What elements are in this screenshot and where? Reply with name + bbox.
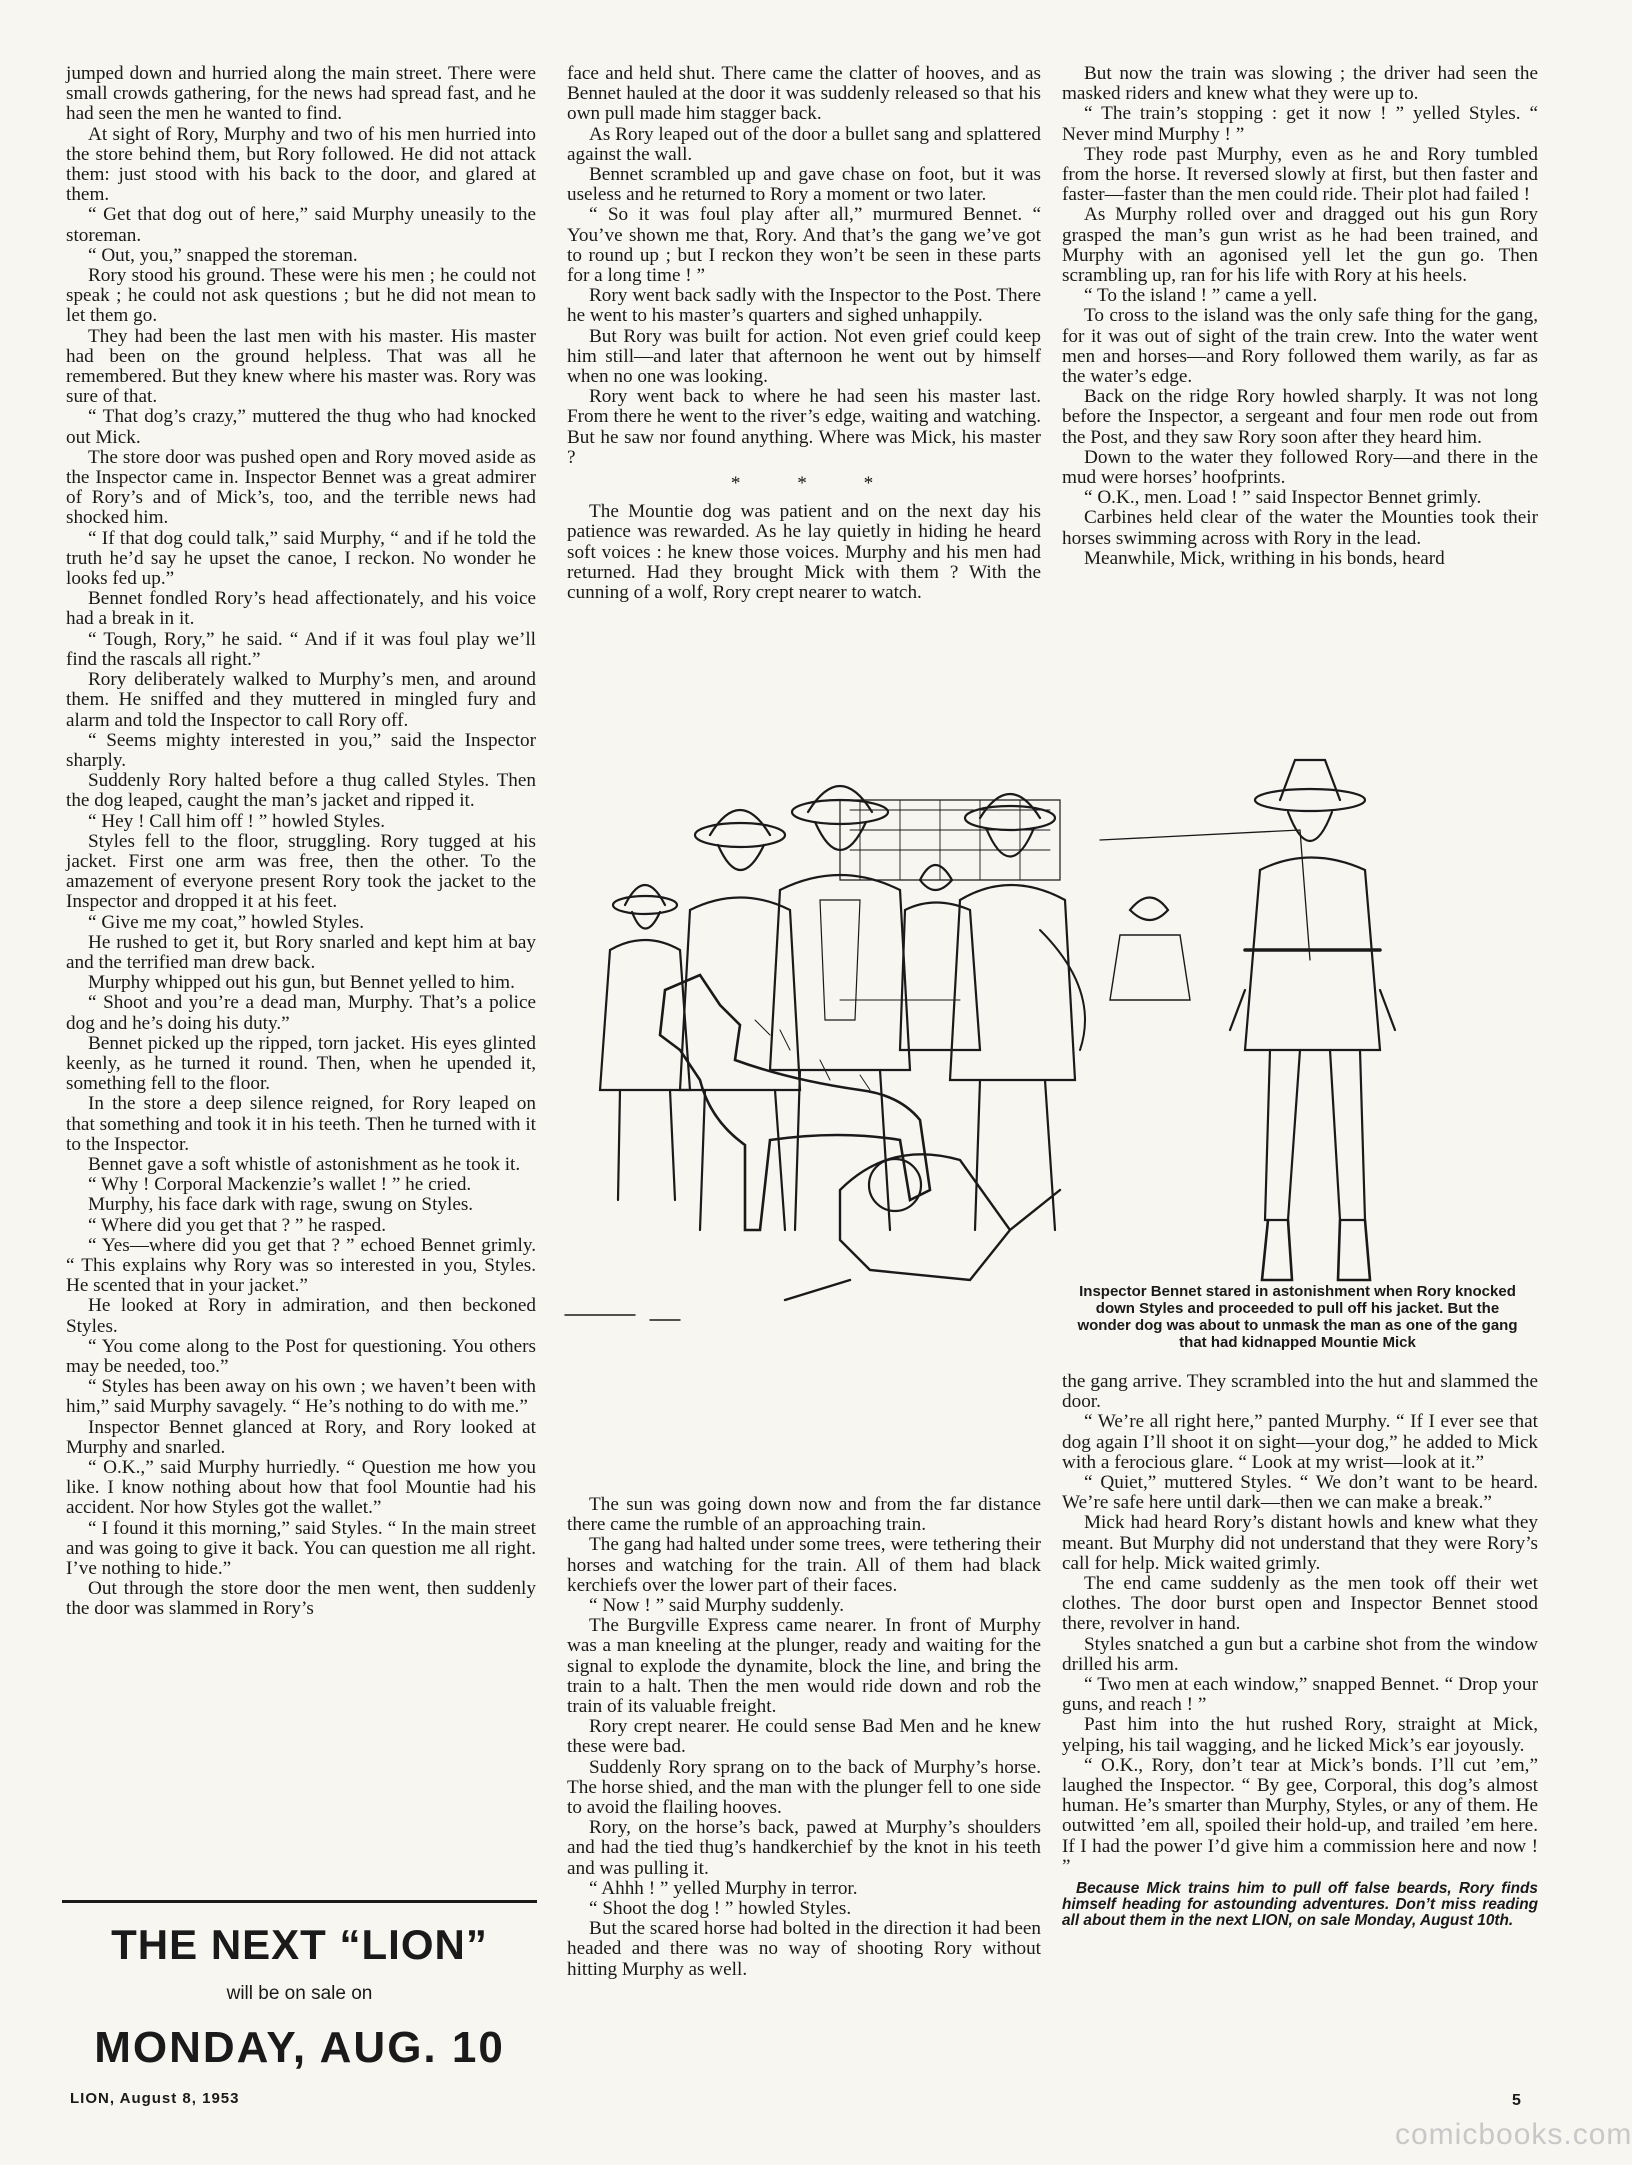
story-paragraph: Bennet gave a soft whistle of astonishment as he took it. — [88, 1153, 521, 1175]
story-paragraph: “ That dog’s crazy,” muttered the thug who had knocked out Mick. — [66, 406, 536, 448]
story-paragraph: The Mountie dog was patient and on the next day his patience was rewarded. As he lay quietly in hiding he heard soft voices : he knew those voices. Murphy and his men had returned. Had they brought Mick with them ? With the cunning of a wolf, Rory crept nearer to watch. — [567, 501, 1041, 604]
story-paragraph: He looked at Rory in admiration, and then beckoned Styles. — [66, 1295, 536, 1337]
story-paragraph: The end came suddenly as the men took off their wet clothes. The door burst open and Inspector Bennet stood there, revolver in hand. — [1062, 1573, 1538, 1635]
story-paragraph: Suddenly Rory halted before a thug called Styles. Then the dog leaped, caught the man’s jacket and ripped it. — [66, 770, 536, 812]
story-paragraph: “ Out, you,” snapped the storeman. — [88, 244, 358, 266]
story-paragraph: Down to the water they followed Rory—and there in the mud were horses’ hoofprints. — [1062, 446, 1538, 489]
story-paragraph: “ Shoot and you’re a dead man, Murphy. That’s a police dog and he’s doing his duty.” — [66, 992, 536, 1034]
story-paragraph: Bennet picked up the ripped, torn jacket. His eyes glinted keenly, as he turned it round. Then, when he upended it, something fell to the floor. — [66, 1032, 536, 1095]
story-paragraph: In the store a deep silence reigned, for Rory leaped on that something and took it in his teeth. Then he turned with it to the Inspector. — [66, 1093, 536, 1155]
story-paragraph: “ Where did you get that ? ” he rasped. — [88, 1214, 386, 1236]
story-paragraph: Styles snatched a gun but a carbine shot from the window drilled his arm. — [1062, 1633, 1538, 1675]
story-paragraph: Rory crept nearer. He could sense Bad Men and he knew these were bad. — [567, 1716, 1041, 1758]
story-paragraph: Carbines held clear of the water the Mounties took their horses swimming across with Rory in the lead. — [1062, 507, 1538, 549]
story-paragraph: Out through the store door the men went, then suddenly the door was slammed in Rory’s — [66, 1578, 536, 1620]
story-paragraph: At sight of Rory, Murphy and two of his men hurried into the store behind them, but Rory followed. He did not attack them: just stood with his back to the door, and glared at them. — [66, 123, 536, 206]
story-paragraph: Bennet fondled Rory’s head affectionately, and his voice had a break in it. — [66, 588, 536, 630]
story-paragraph: “ Two men at each window,” snapped Bennet. “ Drop your guns, and reach ! ” — [1062, 1674, 1538, 1716]
advert-title: THE NEXT “LION” — [111, 1921, 488, 1968]
story-paragraph: As Murphy rolled over and dragged out his gun Rory grasped the man’s gun wrist as he had been trained, and Murphy with an agonised yell let the gun go. Then scrambling up, ran for his life with Rory at his heels. — [1062, 204, 1538, 287]
story-paragraph: “ Ahhh ! ” yelled Murphy in terror. — [589, 1877, 858, 1899]
story-paragraph: But the scared horse had bolted in the direction it had been headed and there was no way of shooting Rory without hitting Murphy as well. — [567, 1918, 1041, 1980]
story-paragraph: Bennet scrambled up and gave chase on foot, but it was useless and he returned to Rory a moment or two later. — [567, 164, 1041, 206]
issue-footer: LION, August 8, 1953 — [70, 2090, 240, 2107]
story-paragraph: They rode past Murphy, even as he and Rory tumbled from the horse. It reversed slowly at first, but then faster and faster—faster than the men could ride. Their plot had failed ! — [1062, 143, 1538, 206]
story-paragraph: Rory, on the horse’s back, pawed at Murphy’s shoulders and had the tied thug’s handkerchief by the knot in his teeth and was pulling it. — [567, 1817, 1041, 1879]
story-paragraph: Styles fell to the floor, struggling. Rory tugged at his jacket. First one arm was free, then the other. To the amazement of everyone present Rory took the jacket to the Inspector and dropped it at his feet. — [66, 830, 536, 913]
story-paragraph: “ Quiet,” muttered Styles. “ We don’t want to be heard. We’re safe here until dark—then we can make a break.” — [1062, 1472, 1538, 1514]
story-paragraph: “ To the island ! ” came a yell. — [1084, 285, 1318, 307]
story-paragraph: “ Yes—where did you get that ? ” echoed Bennet grimly. “ This explains why Rory was so interested in you, Styles. He scented that in your jacket.” — [66, 1234, 536, 1297]
story-paragraph: “ I found it this morning,” said Styles. “ In the main street and was going to give it back. You can question me all right. I’ve nothing to hide.” — [66, 1517, 536, 1580]
story-paragraph: But now the train was slowing ; the driver had seen the masked riders and knew what they were up to. — [1062, 63, 1538, 105]
story-paragraph: Rory went back sadly with the Inspector to the Post. There he went to his master’s quarters and sighed unhappily. — [567, 285, 1041, 327]
story-paragraph: They had been the last men with his master. His master had been on the ground helpless. That was all he remembered. But they knew where his master was. Rory was sure of that. — [66, 325, 536, 408]
next-issue-advert — [62, 1900, 537, 2073]
story-paragraph: jumped down and hurried along the main street. There were small crowds gathering, for the news had spread fast, and he had seen the men he wanted to find. — [66, 63, 536, 125]
story-paragraph: Rory deliberately walked to Murphy’s men, and around them. He sniffed and they muttered in mingled fury and alarm and told the Inspector to call Rory off. — [66, 669, 536, 731]
story-paragraph: The store door was pushed open and Rory moved aside as the Inspector came in. Inspector Bennet was a great admirer of Rory’s and of Mick’s, too, and the terrible news had shocked him. — [66, 446, 536, 529]
watermark-text: comicbooks.com — [1395, 2118, 1632, 2151]
story-paragraph: Inspector Bennet glanced at Rory, and Rory looked at Murphy and snarled. — [66, 1416, 536, 1458]
story-paragraph: “ You come along to the Post for questioning. You others may be needed, too.” — [66, 1335, 536, 1377]
story-paragraph: face and held shut. There came the clatter of hooves, and as Bennet hauled at the door it was suddenly released so that his own pull made him stagger back. — [567, 63, 1041, 125]
story-paragraph: “ Seems mighty interested in you,” said the Inspector sharply. — [66, 729, 536, 771]
section-separator: * * * — [730, 473, 900, 495]
story-column-2 — [567, 64, 1041, 754]
advert-subtitle: will be on sale on — [226, 1983, 373, 2004]
story-paragraph: Suddenly Rory sprang on to the back of Murphy’s horse. The horse shied, and the man with the plunger fell to one side to avoid the flailing hooves. — [567, 1756, 1041, 1819]
story-paragraph: He rushed to get it, but Rory snarled and kept him at bay and the terrified man drew back. — [66, 931, 536, 973]
story-paragraph: Because Mick trains him to pull off false beards, Rory finds himself heading for astounding adventures. Don’t miss reading all about them in the next LION, on sale Monday, August 10th. — [1062, 1880, 1538, 1930]
illustration-caption: Inspector Bennet stared in astonishment when Rory knocked down Styles and proceeded to pull off his jacket. But the wonder dog was about to unmask the man as one of the gang that had kidnapped Mountie Mick — [1070, 1283, 1525, 1351]
story-paragraph: “ Why ! Corporal Mackenzie’s wallet ! ” he cried. — [88, 1174, 472, 1196]
story-paragraph: “ O.K., Rory, don’t tear at Mick’s bonds. I’ll cut ’em,” laughed the Inspector. “ By gee, Corporal, this dog’s almost human. He’s smarter than Murphy, Styles, or any of them. He outwitted ’em all, spoiled their hold-up, and trailed ’em here. If I had the power I’d give him a commission here and now ! ” — [1062, 1754, 1538, 1877]
story-paragraph: “ Now ! ” said Murphy suddenly. — [589, 1595, 845, 1617]
story-paragraph: “ Get that dog out of here,” said Murphy uneasily to the storeman. — [66, 204, 536, 246]
story-paragraph: “ Styles has been away on his own ; we haven’t been with him,” said Murphy savagely. “ He’s nothing to do with me.” — [66, 1376, 536, 1418]
story-paragraph: Rory went back to where he had seen his master last. From there he went to the river’s edge, waiting and watching. But he saw nor found anything. Where was Mick, his master ? — [567, 386, 1041, 468]
story-column-3 — [1062, 64, 1538, 754]
story-paragraph: the gang arrive. They scrambled into the hut and slammed the door. — [1062, 1371, 1538, 1413]
story-paragraph: “ So it was foul play after all,” murmured Bennet. “ You’ve shown me that, Rory. And that’s the gang we’ve got to round up ; but I reckon they won’t be seen in these parts for a long time ! ” — [567, 204, 1041, 287]
story-paragraph: “ Shoot the dog ! ” howled Styles. — [589, 1898, 852, 1920]
story-paragraph: To cross to the island was the only safe thing for the gang, for it was out of sight of the train crew. Into the water went men and horses—and Rory followed them warily, as far as the water’s edge. — [1062, 305, 1538, 388]
story-paragraph: “ O.K., men. Load ! ” said Inspector Bennet grimly. — [1084, 487, 1482, 509]
story-paragraph: Murphy, his face dark with rage, swung on Styles. — [88, 1194, 474, 1216]
story-column-3-continued — [1062, 1372, 1538, 2037]
story-paragraph: “ Tough, Rory,” he said. “ And if it was foul play we’ll find the rascals all right.” — [66, 628, 536, 670]
story-paragraph: Past him into the hut rushed Rory, straight at Mick, yelping, his tail wagging, and he licked Mick’s ear joyously. — [1062, 1714, 1538, 1756]
story-paragraph: “ Give me my coat,” howled Styles. — [88, 911, 365, 933]
advert-date: MONDAY, AUG. 10 — [94, 2023, 505, 2072]
story-paragraph: Rory stood his ground. These were his men ; he could not speak ; he could not ask questions ; but he did not mean to let them go. — [66, 265, 536, 327]
story-paragraph: “ O.K.,” said Murphy hurriedly. “ Question me how you like. I know nothing about how that fool Mountie had his accident. Nor how Styles got the wallet.” — [66, 1457, 536, 1519]
story-paragraph: As Rory leaped out of the door a bullet sang and splattered against the wall. — [567, 123, 1041, 165]
story-paragraph: Back on the ridge Rory howled sharply. It was not long before the Inspector, a sergeant and four men rode out from the Post, and they saw Rory soon after they heard him. — [1062, 386, 1538, 448]
story-paragraph: The gang had halted under some trees, were tethering their horses and watching for the train. All of them had black kerchiefs over the lower part of their faces. — [567, 1534, 1041, 1596]
story-paragraph: “ Hey ! Call him off ! ” howled Styles. — [88, 810, 385, 832]
story-paragraph: The sun was going down now and from the far distance there came the rumble of an approaching train. — [567, 1494, 1041, 1536]
story-paragraph: “ We’re all right here,” panted Murphy. “ If I ever see that dog again I’ll shoot it on sight—your dog,” he added to Mick with a ferocious glare. “ Look at my wrist—look at it.” — [1062, 1411, 1538, 1473]
story-paragraph: “ If that dog could talk,” said Murphy, “ and if he told the truth he’d say he upset the canoe, I reckon. No wonder he looks fed up.” — [66, 527, 536, 590]
story-column-1 — [66, 64, 536, 1859]
story-paragraph: Murphy whipped out his gun, but Bennet yelled to him. — [88, 972, 515, 994]
advert-rule — [62, 1900, 537, 1903]
story-column-2-continued — [567, 1495, 1041, 2120]
story-paragraph: Meanwhile, Mick, writhing in his bonds, heard — [1084, 547, 1445, 569]
page-number: 5 — [1512, 2092, 1521, 2109]
story-paragraph: Mick had heard Rory’s distant howls and knew what they meant. But Murphy did not understand that they were Rory’s call for help. Mick waited grimly. — [1062, 1512, 1538, 1574]
story-paragraph: “ The train’s stopping : get it now ! ” yelled Styles. “ Never mind Murphy ! ” — [1062, 103, 1538, 145]
story-paragraph: But Rory was built for action. Not even grief could keep him still—and later that afternoon he went out by himself when no one was looking. — [567, 325, 1041, 388]
story-paragraph: The Burgville Express came nearer. In front of Murphy was a man kneeling at the plunger, ready and waiting for the signal to explode the dynamite, block the line, and bring the train to a halt. Then the men would ride down and rob the train of its valuable freight. — [567, 1615, 1041, 1718]
